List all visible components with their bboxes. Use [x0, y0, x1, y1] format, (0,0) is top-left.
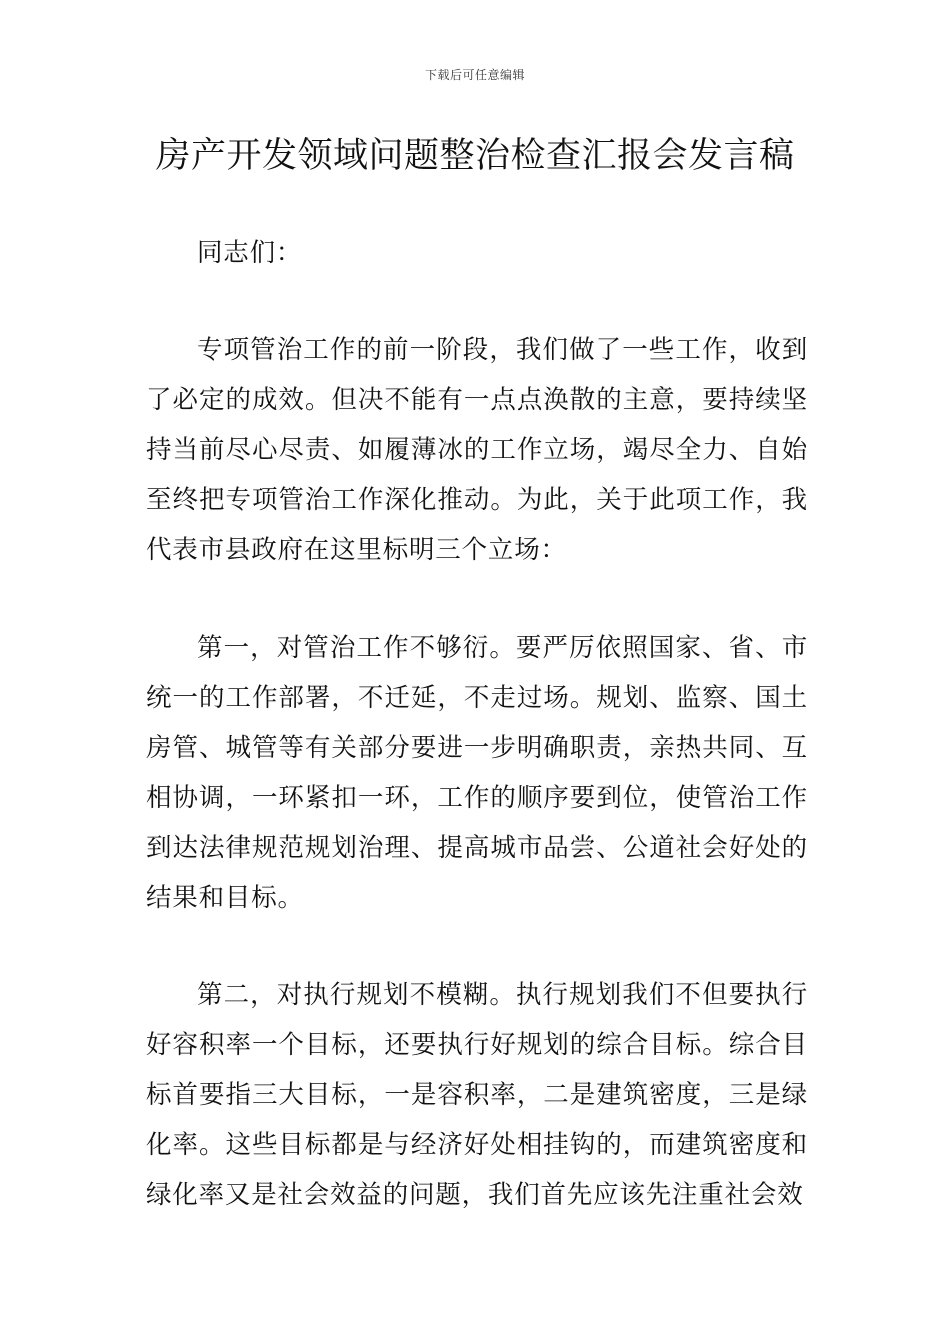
salutation: 同志们： [197, 238, 303, 268]
document-title: 房产开发领域问题整治检查汇报会发言稿 [155, 136, 795, 176]
body-paragraph-3: 第二，对执行规划不模糊。执行规划我们不但要执行好容积率一个目标，还要执行好规划的综合目标。综合目标首要指三大目标，一是容积率，二是建筑密度，三是绿化率。这些目标都是与经济好处相挂钩的，而建筑密度和绿化率又是社会效益的问题，我们首先应该先注重社会效 [146, 980, 808, 1210]
download-note: 下载后可任意编辑 [424, 68, 525, 82]
body-paragraph-1: 专项管治工作的前一阶段，我们做了一些工作，收到了必定的成效。但决不能有一点点涣散的主意，要持续坚持当前尽心尽责、如履薄冰的工作立场，竭尽全力、自始至终把专项管治工作深化推动。为此，关于此项工作，我代表市县政府在这里标明三个立场： [146, 335, 808, 565]
body-paragraph-2: 第一，对管治工作不够衍。要严厉依照国家、省、市统一的工作部署，不迁延，不走过场。规划、监察、国土房管、城管等有关部分要进一步明确职责，亲热共同、互相协调，一环紧扣一环，工作的顺序要到位，使管治工作到达法律规范规划治理、提高城市品尝、公道社会好处的结果和目标。 [146, 633, 808, 913]
